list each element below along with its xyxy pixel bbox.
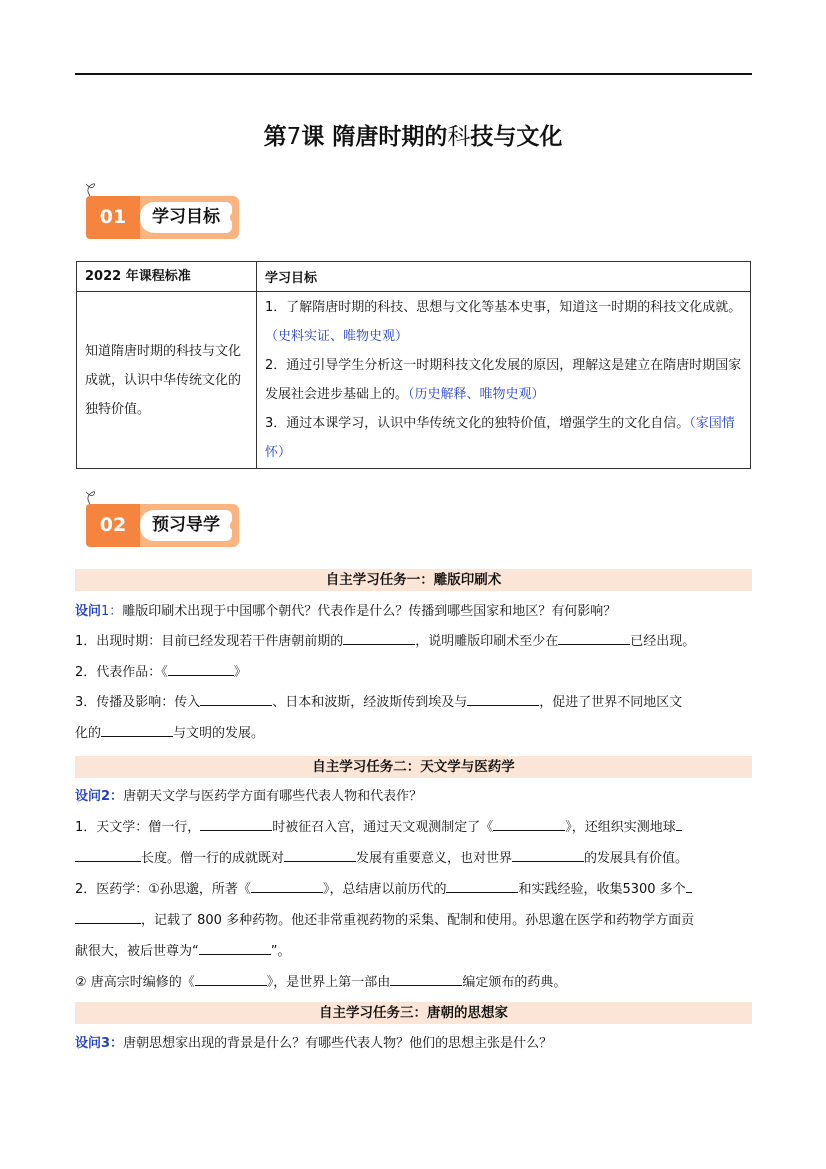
question-label: 设问	[75, 789, 102, 804]
goal-item: 3．通过本课学习，认识中华传统文化的独特价值，增强学生的文化自信。（家国情怀）	[265, 416, 735, 460]
blank[interactable]	[343, 632, 415, 645]
section-badge-02	[86, 504, 239, 547]
title-text: 课 隋唐时期的	[301, 124, 448, 150]
question-line: 设问3：唐朝思想家出现的背景是什么？有哪些代表人物？他们的思想主张是什么？	[75, 1036, 553, 1051]
title-text: 科	[447, 124, 471, 150]
blank[interactable]	[686, 880, 692, 893]
blank[interactable]	[512, 849, 584, 862]
fill-line: 长度。僧一行的成就既对 发展有重要意义，也对世界 的发展具有价值。	[75, 849, 755, 869]
blank[interactable]	[467, 693, 539, 706]
badge-number: 01	[86, 196, 140, 239]
page-title	[0, 118, 826, 151]
header-goals: 学习目标	[257, 262, 751, 292]
blank[interactable]	[200, 818, 272, 831]
section-badge-01	[86, 196, 239, 239]
blank[interactable]	[493, 818, 565, 831]
table-header-row	[77, 262, 751, 292]
question-line: 设问2：唐朝天文学与医药学方面有哪些代表人物和代表作？	[75, 789, 423, 804]
blank[interactable]	[676, 818, 682, 831]
header-standard: 2022 年课程标准	[77, 262, 257, 292]
fill-line: 3．传播及影响：传入 、日本和波斯，经波斯传到埃及与 ，促进了世界不同地区文	[75, 695, 683, 710]
blank[interactable]	[558, 632, 630, 645]
fill-line: 化的 与文明的发展。	[75, 726, 265, 741]
blank[interactable]	[168, 663, 234, 676]
table-row	[77, 292, 751, 469]
blank[interactable]	[75, 849, 141, 862]
goal-item: 1．了解隋唐时期的科技、思想与文化等基本史事，知道这一时期的科技文化成就。（史料实证、唯物史观）	[265, 300, 742, 344]
badge-label: 预习导学	[140, 510, 232, 541]
task-header: 自主学习任务二：天文学与医药学	[75, 756, 752, 778]
blank[interactable]	[75, 911, 141, 924]
blank[interactable]	[446, 880, 518, 893]
question-label: 设问	[75, 604, 102, 619]
blank[interactable]	[200, 693, 272, 706]
blank[interactable]	[284, 849, 356, 862]
blank[interactable]	[199, 942, 271, 955]
blank[interactable]	[195, 973, 267, 986]
goal-tag: （家国情怀）	[265, 416, 735, 460]
question-label: 设问	[75, 1036, 102, 1051]
question-text: 唐朝天文学与医药学方面有哪些代表人物和代表作？	[123, 789, 423, 804]
blank[interactable]	[101, 724, 173, 737]
task-header: 自主学习任务三：唐朝的思想家	[75, 1002, 752, 1024]
fill-line: 1．天文学：僧一行， 时被征召入宫，通过天文观测制定了《 》，还组织实测地球	[75, 818, 755, 838]
title-text: 第	[263, 124, 287, 150]
badge-notch	[230, 213, 236, 222]
title-number: 7	[286, 124, 302, 150]
goal-tag: （历史解释、唯物史观）	[408, 387, 545, 402]
goal-item: 2．通过引导学生分析这一时期科技文化发展的原因，理解这是建立在隋唐时期国家发展社会进步基础上的。（历史解释、唯物史观）	[265, 358, 742, 402]
badge-label: 学习目标	[140, 202, 232, 233]
question-text: 雕版印刷术出现于中国哪个朝代？代表作是什么？传播到哪些国家和地区？有何影响？	[122, 604, 617, 619]
task-header: 自主学习任务一：雕版印刷术	[75, 569, 752, 591]
fill-line: 献很大，被后世尊为“ ”。	[75, 944, 291, 959]
fill-line: 2．医药学：①孙思邈，所著《 》，总结唐以前历代的 和实践经验，收集5300 多个	[75, 880, 755, 900]
question-line: 设问1：雕版印刷术出现于中国哪个朝代？代表作是什么？传播到哪些国家和地区？有何影响？	[75, 604, 617, 619]
blank[interactable]	[251, 880, 323, 893]
goal-tag: （史料实证、唯物史观）	[265, 329, 409, 344]
badge-notch	[230, 521, 236, 530]
badge-number: 02	[86, 504, 140, 547]
fill-line: ② 唐高宗时编修的《 》，是世界上第一部由 编定颁布的药典。	[75, 975, 567, 990]
question-text: 唐朝思想家出现的背景是什么？有哪些代表人物？他们的思想主张是什么？	[123, 1036, 553, 1051]
title-text: 技与文化	[470, 124, 563, 150]
standard-cell: 知道隋唐时期的科技与文化成就，认识中华传统文化的独特价值。	[77, 292, 257, 469]
header-rule	[75, 73, 752, 75]
goals-cell	[257, 292, 751, 469]
blank[interactable]	[390, 973, 462, 986]
fill-line: 2．代表作品：《 》	[75, 665, 247, 680]
fill-line: 1．出现时期：目前已经发现若干件唐朝前期的 ，说明雕版印刷术至少在 已经出现。	[75, 634, 696, 649]
fill-line: ，记载了 800 多种药物。他还非常重视药物的采集、配制和使用。孙思邈在医学和药物学方面贡	[75, 911, 755, 931]
objectives-table	[76, 261, 751, 469]
